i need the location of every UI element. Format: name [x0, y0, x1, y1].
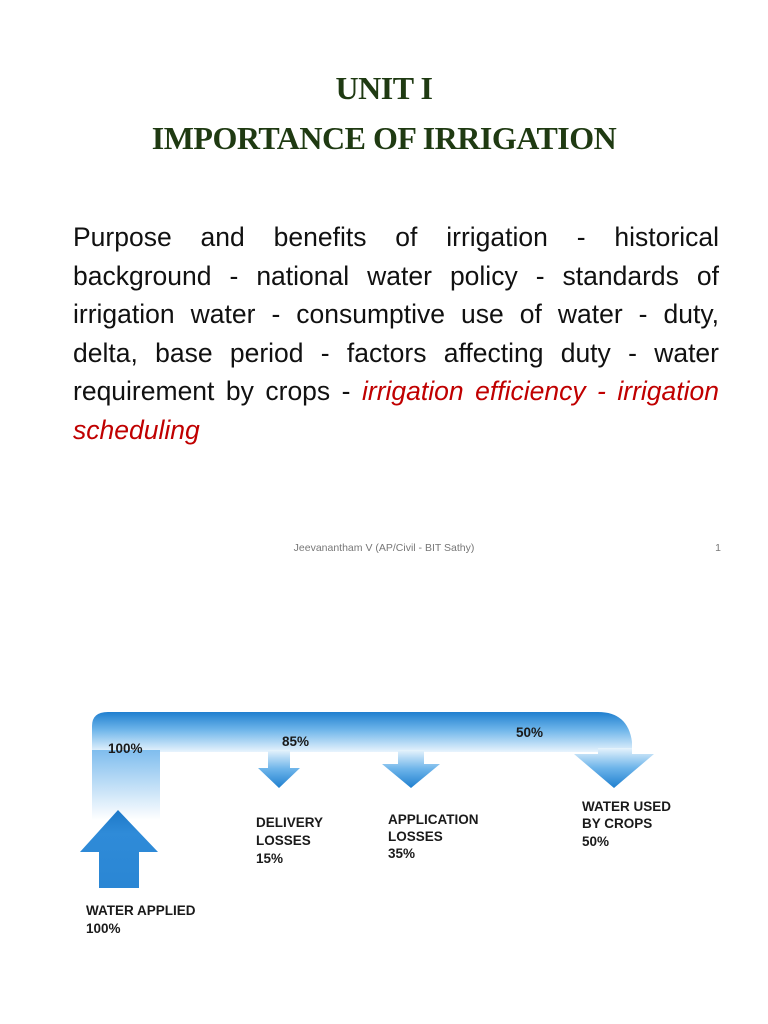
delivery-losses-line2: LOSSES [256, 833, 311, 848]
application-losses-line1: APPLICATION [388, 812, 479, 827]
water-applied-line1: WATER APPLIED [86, 903, 196, 918]
inflow-fade [92, 750, 160, 820]
band-label-50: 50% [516, 725, 544, 740]
application-losses-line2: LOSSES [388, 829, 443, 844]
crops-value: 50% [582, 834, 610, 849]
crops-line1: WATER USED [582, 799, 672, 814]
syllabus-paragraph [73, 218, 719, 449]
band-label-100: 100% [108, 741, 143, 756]
delivery-loss-arrow [258, 750, 300, 788]
water-applied-value: 100% [86, 921, 121, 936]
crops-arrow [574, 748, 654, 788]
syllabus-emphasis: irrigation efficiency - irrigation scheduling [73, 376, 719, 445]
page-number: 1 [715, 542, 721, 554]
irrigation-efficiency-diagram [0, 690, 768, 950]
syllabus-text: Purpose and benefits of irrigation - historical background - national water policy - standards of irrigation water - consumptive use of water - duty, delta, base period - factors affecting duty - water requirement by crops - [73, 222, 719, 406]
unit-title: UNIT I [335, 70, 433, 106]
water-applied-arrow [80, 810, 158, 888]
application-losses-value: 35% [388, 846, 416, 861]
footer-credit: Jeevanantham V (AP/Civil - BIT Sathy) [293, 542, 475, 554]
crops-line2: BY CROPS [582, 816, 653, 831]
main-flow-band [92, 712, 632, 752]
slide-title: IMPORTANCE OF IRRIGATION [151, 120, 617, 156]
delivery-losses-value: 15% [256, 851, 284, 866]
band-label-85: 85% [282, 734, 310, 749]
delivery-losses-line1: DELIVERY [256, 815, 324, 830]
application-loss-arrow [382, 750, 440, 788]
